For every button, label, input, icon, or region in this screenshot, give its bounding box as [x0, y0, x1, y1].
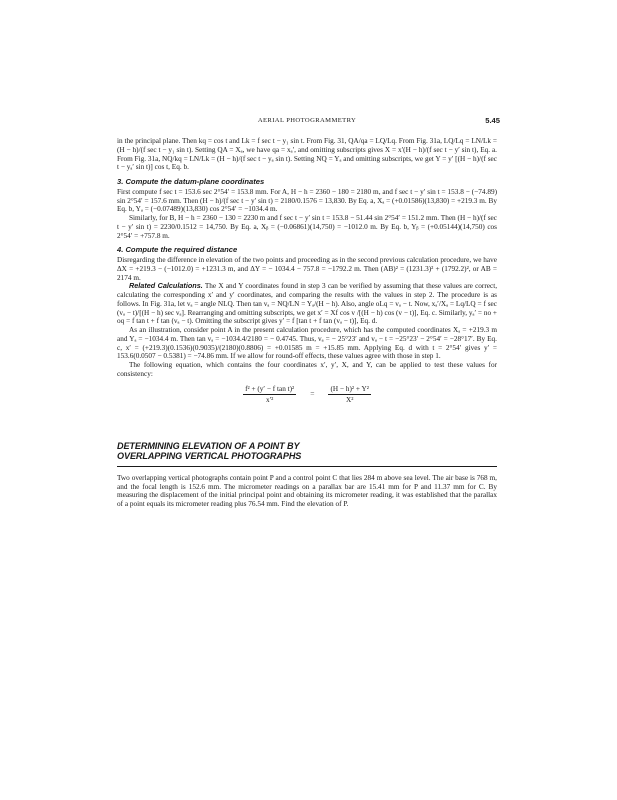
section-divider	[117, 466, 497, 467]
related-calculations-text: The X and Y coordinates found in step 3 can be verified by assuming that these values are correct, calculating the corresponding x′ and y′ coordinates, and comparing the results with the values in step 2. The procedure is as follows. In Fig. 31a, let vₐ = angle NLQ. Then tan vₐ = NQ/LN = Yₐ/(H − h). Also, angle oLq = vₐ − t. Now, xₐ′/Xₐ = Lq/LQ = f sec (vₐ − t)/[(H − h) sec vₐ]. Rearranging and omitting subscripts, we get x′ = Xf cos v /[(H − h) cos (v − t)], Eq. c. Similarly, yₐ′ = no + oq = f tan t + f tan (vₐ − t). Omitting the subscript gives y′ = f [tan t + f tan (vₐ − t)], Eq. d.	[117, 282, 498, 326]
page-body	[117, 137, 497, 509]
step-3-paragraph: Similarly, for B, H − h = 2360 − 130 = 2230 m and f sec t − y′ sin t = 153.8 − 51.44 sin 2°54′ = 151.2 mm. Then (H − h)/(f sec t − y′ sin t) = 2230/0.1512 = 14,750. By Eq. a, Xᵦ = (−0.06861)(14,750) = −1012.0 m. By Eq. b, Yᵦ = (+0.05144)(14,750) cos 2°54′ = +757.8 m.	[117, 214, 497, 240]
section-title-line: OVERLAPPING VERTICAL PHOTOGRAPHS	[117, 451, 302, 462]
right-fraction	[328, 385, 370, 406]
illustration-paragraph: As an illustration, consider point A in the present calculation procedure, which has the computed coordinates Xₐ = +219.3 m and Yₐ = −1034.4 m. Then tan vₐ = −1034.4/2180 = − 0.4745. Thus, vₐ = − 25°23′ and vₐ − t = −25°23′ − 2°54′ = −28°17′. By Eq. c, x′ = (+219.3)(0.1536)(0.9035)/(2180)(0.8806) = +0.01585 m = +15.85 mm. Applying Eq. d with t = 2°54′ gives y′ = 153.6(0.0507 − 0.5381) = −74.86 mm. If we allow for round-off effects, these values agree with those in step 1.	[117, 326, 497, 361]
step-3-paragraph: First compute f sec t = 153.6 sec 2°54′ = 153.8 mm. For A, H − h = 2360 − 180 = 2180 m, and f sec t − y′ sin t = 153.8 − (−74.89) sin 2°54′ = 157.6 mm. Then (H − h)/(f sec t − y′ sin t) = 2180/0.1576 = 13,830. By Eq. a, Xₐ = (+0.01586)(13,830) = +219.3 m. By Eq. b, Yₐ = (−0.07489)(13,830) cos 2°54′ = −1034.4 m.	[117, 187, 497, 214]
equals-sign: =	[310, 389, 315, 399]
left-numerator: f² + (y′ − f tan t)²	[243, 385, 296, 396]
right-numerator: (H − h)² + Y²	[328, 385, 370, 396]
left-denominator: x′²	[265, 396, 274, 405]
step-3-title: 3. Compute the datum-plane coordinates	[117, 177, 265, 186]
consistency-paragraph: The following equation, which contains the four coordinates x′, y′, X, and Y, can be applied to test these values for consistency:	[117, 361, 497, 378]
step-4-title: 4. Compute the required distance	[117, 245, 238, 255]
right-denominator: X²	[345, 396, 354, 405]
section-paragraph: Two overlapping vertical photographs contain point P and a control point C that lies 284 m above sea level. The air base is 768 m, and the focal length is 152.6 mm. The micrometer readings on a parallax bar are 15.41 mm for P and 11.37 mm for C. By measuring the displacement of the initial principal point and obtaining its micrometer reading, it was established that the parallax of a point equals its micrometer reading plus 76.54 mm. Find the elevation of P.	[117, 473, 497, 509]
step-4-paragraph: Disregarding the difference in elevation of the two points and proceeding as in the second previous calculation procedure, we have ΔX = +219.3 − (−1012.0) = +1231.3 m, and ΔY = − 1034.4 − 757.8 = −1792.2 m. Then (AB)² = (1231.3)² + (1792.2)², or AB = 2174 m.	[117, 256, 497, 282]
section-title	[117, 441, 497, 462]
consistency-equation	[117, 385, 497, 406]
page-header	[117, 116, 500, 128]
running-title: AERIAL PHOTOGRAMMETRY	[257, 117, 357, 124]
left-fraction	[243, 385, 296, 406]
page-number: 5.45	[485, 116, 500, 125]
related-calculations-heading: Related Calculations.	[129, 281, 203, 291]
intro-paragraph: in the principal plane. Then kq = cos t and Lk = f sec t − y₁ sin t. From Fig. 31, QA/qa = LQ/Lq. From Fig. 31a, LQ/Lq = LN/Lk = (H − h)/(f sec t − y₁ sin t). Setting QA = Xₐ, we have qa = xₐ′, and omitting subscripts gives X = x′(H − h)/(f sec t − y′ sin t), Eq. a. From Fig. 31a, NQ/kq = LN/Lk = (H − h)/(f sec t − yₐ sin t). Setting NQ = Yₐ and omitting subscripts, we get Y = y′ [(H − h)/(f sec t − yₐ′ sin t)] cos t, Eq. b.	[117, 137, 497, 172]
section-title-line: DETERMINING ELEVATION OF A POINT BY	[117, 441, 300, 451]
related-calculations-paragraph	[117, 282, 497, 326]
